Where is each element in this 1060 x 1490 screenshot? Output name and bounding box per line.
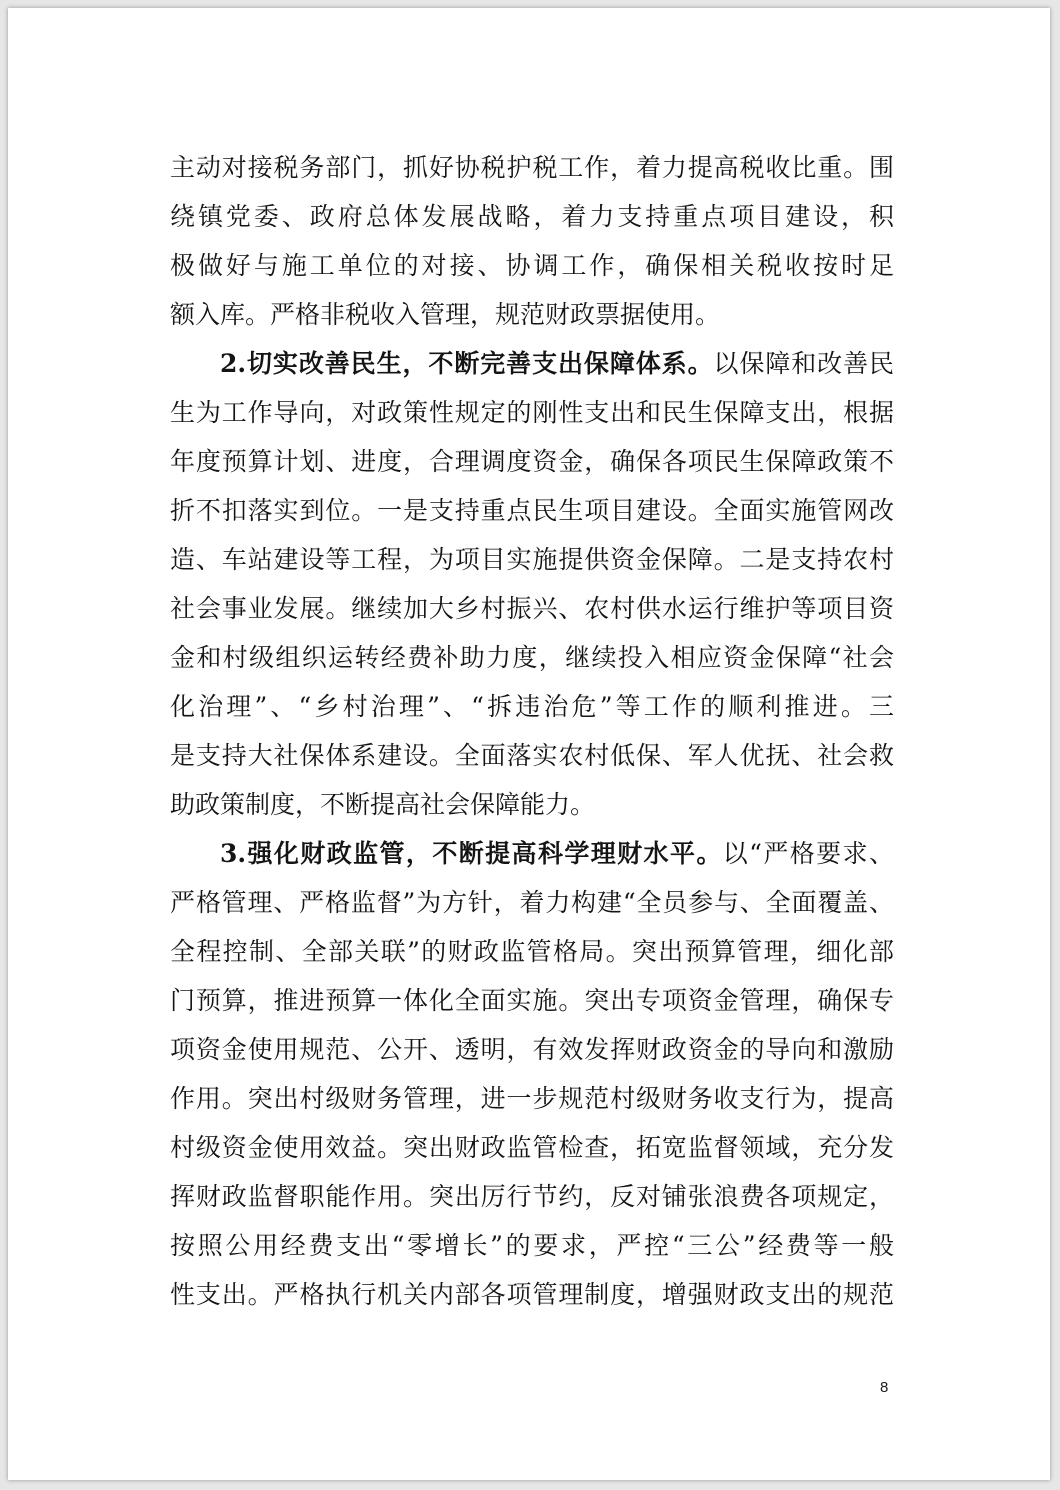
text-line: 金和村级组织运转经费补助力度，继续投入相应资金保障“社会	[170, 643, 894, 672]
text-line: 项资金使用规范、公开、透明，有效发挥财政资金的导向和激励	[170, 1035, 894, 1064]
document-body	[170, 143, 894, 1319]
text-line: 门预算，推进预算一体化全面实施。突出专项资金管理，确保专	[170, 986, 894, 1015]
text-line: 全程控制、全部关联”的财政监管格局。突出预算管理，细化部	[170, 937, 894, 966]
text-line: 性支出。严格执行机关内部各项管理制度，增强财政支出的规范	[170, 1280, 894, 1309]
text-line: 是支持大社保体系建设。全面落实农村低保、军人优抚、社会救	[170, 741, 894, 770]
text-line: 社会事业发展。继续加大乡村振兴、农村供水运行维护等项目资	[170, 594, 894, 623]
text-run: 以“严格要求、	[722, 839, 894, 868]
page-number: 8	[880, 1379, 889, 1396]
text-run: 以保障和改善民	[713, 349, 894, 378]
text-line: 按照公用经费支出“零增长”的要求，严控“三公”经费等一般	[170, 1231, 894, 1260]
paragraph-supervision	[170, 829, 894, 1319]
text-line: 造、车站建设等工程，为项目实施提供资金保障。二是支持农村	[170, 545, 894, 574]
text-line: 助政策制度，不断提高社会保障能力。	[170, 790, 596, 819]
text-line: 村级资金使用效益。突出财政监管检查，拓宽监督领域，充分发	[170, 1133, 894, 1162]
text-line: 主动对接税务部门，抓好协税护税工作，着力提高税收比重。围	[170, 153, 894, 182]
section-heading-3: 3.强化财政监管，不断提高科学理财水平。	[220, 839, 723, 868]
document-page	[8, 8, 1050, 1480]
paragraph-tax-revenue	[170, 143, 894, 339]
text-line: 极做好与施工单位的对接、协调工作，确保相关税收按时足	[170, 251, 894, 280]
text-line: 生为工作导向，对政策性规定的刚性支出和民生保障支出，根据	[170, 398, 894, 427]
section-heading-2: 2.切实改善民生，不断完善支出保障体系。	[220, 349, 714, 378]
text-line: 化治理”、“乡村治理”、“拆违治危”等工作的顺利推进。三	[170, 692, 894, 721]
text-line: 年度预算计划、进度，合理调度资金，确保各项民生保障政策不	[170, 447, 894, 476]
paragraph-first-line	[170, 339, 894, 388]
text-line: 绕镇党委、政府总体发展战略，着力支持重点项目建设，积	[170, 202, 894, 231]
text-line: 严格管理、严格监督”为方针，着力构建“全员参与、全面覆盖、	[170, 888, 894, 917]
text-line: 作用。突出村级财务管理，进一步规范村级财务收支行为，提高	[170, 1084, 894, 1113]
text-line: 额入库。严格非税收入管理，规范财政票据使用。	[170, 300, 721, 329]
paragraph-first-line	[170, 829, 894, 878]
text-line: 折不扣落实到位。一是支持重点民生项目建设。全面实施管网改	[170, 496, 894, 525]
text-line: 挥财政监督职能作用。突出厉行节约，反对铺张浪费各项规定，	[170, 1182, 894, 1211]
paragraph-livelihood	[170, 339, 894, 829]
